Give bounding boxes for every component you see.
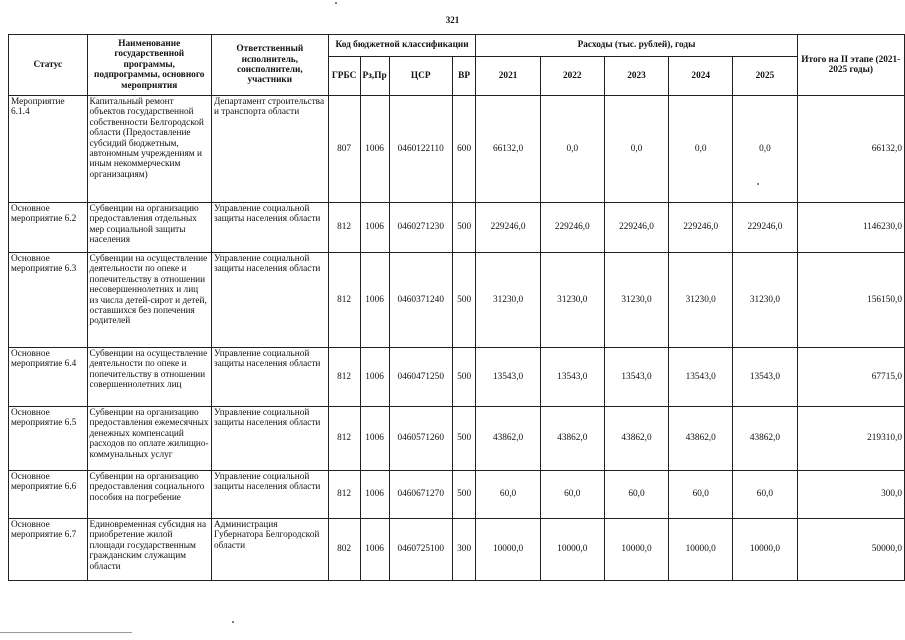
cell-2023: 229246,0 xyxy=(604,203,668,253)
cell-2022: 43862,0 xyxy=(540,407,604,471)
cell-2022: 13543,0 xyxy=(540,348,604,407)
cell-2021: 229246,0 xyxy=(476,203,540,253)
cell-status: Мероприятие 6.1.4 xyxy=(9,96,88,203)
cell-status: Основное мероприятие 6.2 xyxy=(9,203,88,253)
cell-csr: 0460671270 xyxy=(389,471,452,519)
cell-rzpr: 1006 xyxy=(360,203,389,253)
table-row xyxy=(9,519,905,581)
header-status: Статус xyxy=(9,35,88,96)
header-year-2025: 2025 xyxy=(733,57,797,96)
cell-2023: 31230,0 xyxy=(604,253,668,348)
cell-2022: 0,0 xyxy=(540,96,604,203)
cell-2023: 0,0 xyxy=(604,96,668,203)
cell-csr: 0460122110 xyxy=(389,96,452,203)
cell-2024: 10000,0 xyxy=(669,519,733,581)
header-budget-code: Код бюджетной классификации xyxy=(328,35,476,57)
cell-rzpr: 1006 xyxy=(360,471,389,519)
cell-2025: 13543,0 xyxy=(733,348,797,407)
cell-status: Основное мероприятие 6.6 xyxy=(9,471,88,519)
header-row-top xyxy=(9,35,905,57)
cell-2025: 10000,0 xyxy=(733,519,797,581)
header-year-2021: 2021 xyxy=(476,57,540,96)
cell-2024: 0,0 xyxy=(669,96,733,203)
cell-2021: 31230,0 xyxy=(476,253,540,348)
cell-csr: 0460371240 xyxy=(389,253,452,348)
cell-csr: 0460725100 xyxy=(389,519,452,581)
header-vr: ВР xyxy=(452,57,476,96)
header-year-2024: 2024 xyxy=(669,57,733,96)
cell-total: 67715,0 xyxy=(797,348,904,407)
table-row xyxy=(9,407,905,471)
cell-name: Субвенции на организацию предоставления отдельных мер социальной защиты населения xyxy=(87,203,211,253)
header-csr: ЦСР xyxy=(389,57,452,96)
cell-rzpr: 1006 xyxy=(360,519,389,581)
scan-speck xyxy=(335,2,337,4)
header-year-2022: 2022 xyxy=(540,57,604,96)
cell-vr: 500 xyxy=(452,407,476,471)
cell-total: 50000,0 xyxy=(797,519,904,581)
cell-grbs: 812 xyxy=(328,253,360,348)
cell-rzpr: 1006 xyxy=(360,253,389,348)
cell-2025: 43862,0 xyxy=(733,407,797,471)
cell-grbs: 812 xyxy=(328,203,360,253)
cell-name: Субвенции на организацию предоставления социального пособия на погребение xyxy=(87,471,211,519)
cell-vr: 500 xyxy=(452,203,476,253)
cell-2024: 13543,0 xyxy=(669,348,733,407)
cell-name: Субвенции на организацию предоставления ежемесячных денежных компенсаций расходов по оплате жилищно-коммунальных услуг xyxy=(87,407,211,471)
cell-name: Капитальный ремонт объектов государственной собственности Белгородской области (Предоставление субсидий бюджетным, автономным учреждениям и иным некоммерческим организациям) xyxy=(87,96,211,203)
cell-2021: 66132,0 xyxy=(476,96,540,203)
cell-vr: 500 xyxy=(452,471,476,519)
cell-2025: 31230,0 xyxy=(733,253,797,348)
cell-2022: 31230,0 xyxy=(540,253,604,348)
cell-2021: 10000,0 xyxy=(476,519,540,581)
cell-2021: 13543,0 xyxy=(476,348,540,407)
cell-status: Основное мероприятие 6.4 xyxy=(9,348,88,407)
cell-status: Основное мероприятие 6.5 xyxy=(9,407,88,471)
header-name: Наименование государственной программы, подпрограммы, основного мероприятия xyxy=(87,35,211,96)
cell-grbs: 802 xyxy=(328,519,360,581)
page-number: 321 xyxy=(445,15,460,25)
cell-2024: 43862,0 xyxy=(669,407,733,471)
cell-responsible: Управление социальной защиты населения области xyxy=(211,471,328,519)
cell-responsible: Администрация Губернатора Белгородской области xyxy=(211,519,328,581)
cell-total: 1146230,0 xyxy=(797,203,904,253)
cell-responsible: Управление социальной защиты населения области xyxy=(211,348,328,407)
header-rzpr: Рз,Пр xyxy=(360,57,389,96)
cell-grbs: 807 xyxy=(328,96,360,203)
header-responsible: Ответственный исполнитель, соисполнители, участники xyxy=(211,35,328,96)
table-row xyxy=(9,96,905,203)
cell-2025: 0,0 xyxy=(733,96,797,203)
header-total: Итого на II этапе (2021-2025 годы) xyxy=(797,35,904,96)
cell-rzpr: 1006 xyxy=(360,96,389,203)
cell-grbs: 812 xyxy=(328,407,360,471)
cell-responsible: Управление социальной защиты населения области xyxy=(211,253,328,348)
cell-2023: 43862,0 xyxy=(604,407,668,471)
cell-total: 156150,0 xyxy=(797,253,904,348)
cell-responsible: Управление социальной защиты населения области xyxy=(211,407,328,471)
cell-vr: 600 xyxy=(452,96,476,203)
scan-edge-line xyxy=(0,632,132,633)
cell-2022: 10000,0 xyxy=(540,519,604,581)
cell-2024: 229246,0 xyxy=(669,203,733,253)
scan-speck xyxy=(757,183,759,185)
cell-2025: 229246,0 xyxy=(733,203,797,253)
cell-vr: 500 xyxy=(452,253,476,348)
cell-rzpr: 1006 xyxy=(360,407,389,471)
table-row xyxy=(9,471,905,519)
cell-2024: 60,0 xyxy=(669,471,733,519)
cell-status: Основное мероприятие 6.3 xyxy=(9,253,88,348)
table-row xyxy=(9,203,905,253)
table-row xyxy=(9,253,905,348)
cell-total: 66132,0 xyxy=(797,96,904,203)
cell-csr: 0460571260 xyxy=(389,407,452,471)
cell-csr: 0460471250 xyxy=(389,348,452,407)
cell-grbs: 812 xyxy=(328,348,360,407)
cell-2021: 43862,0 xyxy=(476,407,540,471)
cell-name: Субвенции на осуществление деятельности по опеке и попечительству в отношении несовершеннолетних и лиц из числа детей-сирот и детей, оставшихся без попечения родителей xyxy=(87,253,211,348)
cell-name: Единовременная субсидия на приобретение жилой площади государственным гражданским служащим области xyxy=(87,519,211,581)
cell-vr: 500 xyxy=(452,348,476,407)
header-expenses: Расходы (тыс. рублей), годы xyxy=(476,35,797,57)
cell-csr: 0460271230 xyxy=(389,203,452,253)
cell-status: Основное мероприятие 6.7 xyxy=(9,519,88,581)
cell-2023: 10000,0 xyxy=(604,519,668,581)
cell-2024: 31230,0 xyxy=(669,253,733,348)
table-row xyxy=(9,348,905,407)
cell-name: Субвенции на осуществление деятельности по опеке и попечительству в отношении совершеннолетних лиц xyxy=(87,348,211,407)
cell-total: 219310,0 xyxy=(797,407,904,471)
cell-rzpr: 1006 xyxy=(360,348,389,407)
scan-speck xyxy=(232,621,234,623)
cell-responsible: Управление социальной защиты населения области xyxy=(211,203,328,253)
cell-2023: 60,0 xyxy=(604,471,668,519)
cell-2021: 60,0 xyxy=(476,471,540,519)
cell-responsible: Департамент строительства и транспорта области xyxy=(211,96,328,203)
header-year-2023: 2023 xyxy=(604,57,668,96)
budget-table xyxy=(8,34,905,581)
cell-total: 300,0 xyxy=(797,471,904,519)
cell-vr: 300 xyxy=(452,519,476,581)
cell-2022: 60,0 xyxy=(540,471,604,519)
cell-grbs: 812 xyxy=(328,471,360,519)
cell-2022: 229246,0 xyxy=(540,203,604,253)
cell-2025: 60,0 xyxy=(733,471,797,519)
header-grbs: ГРБС xyxy=(328,57,360,96)
cell-2023: 13543,0 xyxy=(604,348,668,407)
